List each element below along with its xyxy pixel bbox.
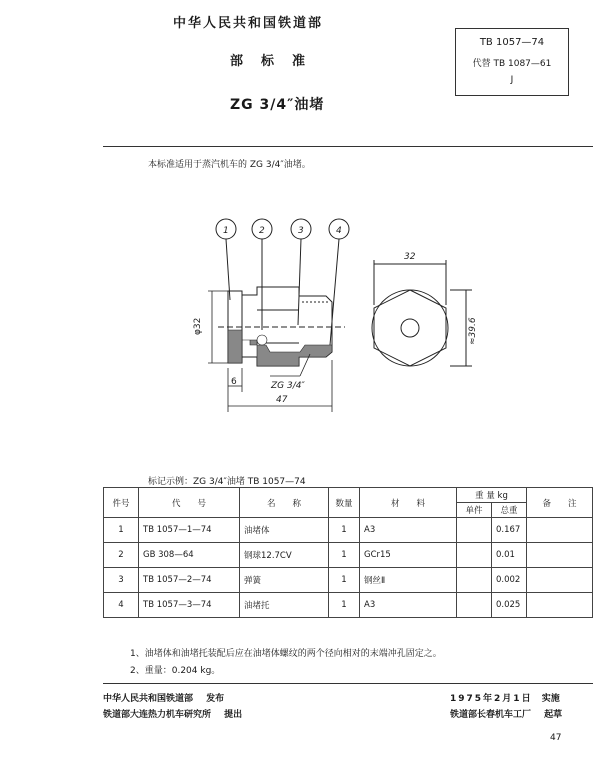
header-name: 名 称 xyxy=(240,488,329,518)
header-weight: 重 量 kg xyxy=(457,488,527,503)
table-row xyxy=(104,593,593,618)
dim-length: 47 xyxy=(276,395,288,405)
footer-right-2 xyxy=(450,707,562,720)
standard-code: TB 1057—74 xyxy=(479,37,545,48)
row-code: GB 308—64 xyxy=(139,543,240,568)
note-2: 2、重量：0.204 kg。 xyxy=(130,666,221,676)
row-no: 3 xyxy=(104,568,139,593)
callout-1-label: 1 xyxy=(223,226,229,236)
dim-across-corners: ≈39.6 xyxy=(468,317,478,345)
row-code: TB 1057—2—74 xyxy=(139,568,240,593)
row-name: 钢球12.7CV xyxy=(240,543,329,568)
row-unit xyxy=(457,593,492,618)
row-material: A3 xyxy=(360,593,457,618)
callout-4-label: 4 xyxy=(336,226,342,236)
footer-drafter: 铁道部长春机车工厂 xyxy=(450,710,532,720)
row-no: 2 xyxy=(104,543,139,568)
row-qty: 1 xyxy=(329,593,360,618)
row-unit xyxy=(457,568,492,593)
row-qty: 1 xyxy=(329,543,360,568)
row-total: 0.167 xyxy=(492,518,527,543)
marking-example: 标记示例：ZG 3/4″油堵 TB 1057—74 xyxy=(148,477,306,487)
row-code: TB 1057—3—74 xyxy=(139,593,240,618)
footer-left-2 xyxy=(103,707,242,720)
row-remarks xyxy=(527,593,593,618)
header-unit: 单件 xyxy=(457,503,492,518)
row-name: 油堵托 xyxy=(240,593,329,618)
callout-3-label: 3 xyxy=(298,226,304,236)
ministry-title: 中华人民共和国铁道部 xyxy=(173,16,324,31)
row-remarks xyxy=(527,518,593,543)
footer-draft-action: 起草 xyxy=(544,710,563,720)
row-unit xyxy=(457,518,492,543)
callout-2-label: 2 xyxy=(259,226,265,236)
dim-diameter: φ32 xyxy=(193,317,203,335)
row-code: TB 1057—1—74 xyxy=(139,518,240,543)
row-qty: 1 xyxy=(329,518,360,543)
row-material: 钢丝Ⅱ xyxy=(360,568,457,593)
header-qty: 数量 xyxy=(329,488,360,518)
header-code: 代 号 xyxy=(139,488,240,518)
row-unit xyxy=(457,543,492,568)
row-remarks xyxy=(527,568,593,593)
row-material: GCr15 xyxy=(360,543,457,568)
note-1: 1、油堵体和油堵托装配后应在油堵体螺纹的两个径向相对的末端冲孔固定之。 xyxy=(130,649,442,659)
footer-propose-action: 提出 xyxy=(224,710,243,720)
footer-proposer: 铁道部大连热力机车研究所 xyxy=(103,710,212,720)
page-title: ZG 3/4″油堵 xyxy=(230,97,325,113)
standard-type: 部标准 xyxy=(230,54,324,69)
dim-width-side: 32 xyxy=(404,252,416,262)
header-material: 材 料 xyxy=(360,488,457,518)
parts-table xyxy=(103,487,593,618)
footer-right-1 xyxy=(450,691,560,704)
header-remarks: 备 注 xyxy=(527,488,593,518)
dim-thread: ZG 3/4″ xyxy=(271,381,305,391)
row-total: 0.01 xyxy=(492,543,527,568)
footer-left-1 xyxy=(103,691,224,704)
row-name: 弹簧 xyxy=(240,568,329,593)
scope-text: 本标准适用于蒸汽机车的 ZG 3/4″油堵。 xyxy=(148,160,311,170)
row-material: A3 xyxy=(360,518,457,543)
footer-issue-action: 发布 xyxy=(206,694,225,704)
code-mark: J xyxy=(510,75,514,85)
row-remarks xyxy=(527,543,593,568)
table-row xyxy=(104,568,593,593)
replaces-code: 代替 TB 1087—61 xyxy=(472,59,552,69)
table-row xyxy=(104,518,593,543)
header-no: 件号 xyxy=(104,488,139,518)
row-no: 1 xyxy=(104,518,139,543)
footer-effective-action: 实施 xyxy=(541,694,560,704)
header-total: 总重 xyxy=(492,503,527,518)
table-row xyxy=(104,543,593,568)
row-no: 4 xyxy=(104,593,139,618)
footer-issuer: 中华人民共和国铁道部 xyxy=(103,694,194,704)
footer-effective-date: 1975年2月1日 xyxy=(450,694,533,704)
footer-rule xyxy=(103,683,593,684)
row-qty: 1 xyxy=(329,568,360,593)
page-number: 47 xyxy=(550,733,562,743)
row-total: 0.002 xyxy=(492,568,527,593)
row-total: 0.025 xyxy=(492,593,527,618)
row-name: 油堵体 xyxy=(240,518,329,543)
dim-shoulder: 6 xyxy=(231,377,237,387)
end-view xyxy=(372,260,472,366)
